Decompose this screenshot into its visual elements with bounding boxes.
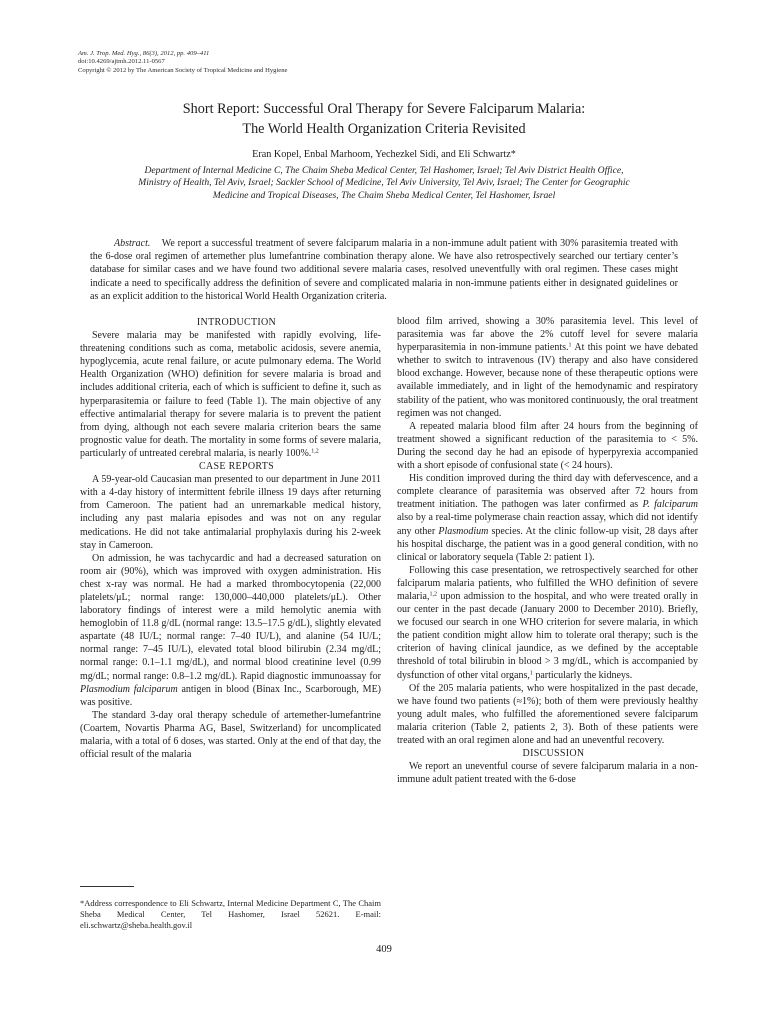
article-title-line-2: The World Health Organization Criteria Revisited [242, 121, 526, 137]
case-paragraph-2: On admission, he was tachycardic and had a decreased saturation on room air (90%), which was improved with oxygen administration. His chest x-ray was normal. He had a marked thrombocytopenia (22,000 platelets/μL; normal range: 130,000–440,000 platelets/μL). Other laboratory findings of interest were a mild hemolytic anemia with hemoglobin of 11.8 g/dL (normal range: 13.5–17.5 g/dL), slightly elevated aspartate (48 IU/L; normal range: 7–40 IU/L), and alanine (54 IU/L; normal range: 7–45 IU/L), elevated total blood bilirubin (2.34 mg/dL; normal range: 0.1–1.1 mg/dL), and normal blood creatinine level (0.99 mg/dL; normal range: 0.8–1.2 mg/dL). Rapid diagnostic immunoassay for Plasmodium falciparum antigen in blood (Binax Inc., Scarborough, ME) was positive. [80, 552, 382, 708]
abstract-label: Abstract. [114, 238, 151, 249]
citation-ref: 1 [568, 342, 572, 349]
affiliation-line-2: Ministry of Health, Tel Aviv, Israel; Sackler School of Medicine, Tel Aviv University, Tel Aviv, Israel; The Center for Geographic [138, 177, 630, 189]
introduction-paragraph: Severe malaria may be manifested with rapidly evolving, life-threatening conditions such as coma, metabolic acidosis, severe anemia, hypoglycemia, acute renal failure, or acute pulmonary edema. The World Health Organization (WHO) definition for severe malaria is broad and includes additional criteria, each of which is sufficient to define it, such as hyperparasitemia or failure to feed (Table 1). The main objective of any effective antimalarial therapy for severe malaria is to prevent the patient from dying, although not each severe malaria criterion bears the same prognostic value for death. The mortality in some forms of severe malaria, particularly of untreated cerebral malaria, is nearly 100%.$^{1,2}$ [80, 330, 381, 459]
genus-name: Plasmodium [438, 525, 489, 537]
species-name: P. falciparum [642, 499, 698, 511]
right-column [397, 315, 698, 786]
journal-citation: Am. J. Trop. Med. Hyg., 86(3), 2012, pp. 409–411 [78, 50, 210, 57]
affiliation-line-3: Medicine and Tropical Diseases, The Chaim Sheba Medical Center, Tel Hashomer, Israel [212, 189, 556, 201]
case-paragraph-8: Of the 205 malaria patients, who were hospitalized in the past decade, we have found two patients (≈1%); both of them were previously healthy young adult males, who fulfilled the aforementioned severe falciparum malaria criterion (Table 2, patients 2, 3). Both of these patients were treated with an oral regimen alone and had an uneventful recovery. [397, 682, 698, 746]
journal-header [78, 50, 398, 75]
affiliation-line-1: Department of Internal Medicine C, The Chaim Sheba Medical Center, Tel Hashomer, Israel; Tel Aviv District Health Office, [144, 165, 624, 176]
footnote-divider [80, 886, 134, 887]
affiliations [80, 165, 688, 202]
correspondence-footnote: *Address correspondence to Eli Schwartz, Internal Medicine Department C, The Chaim Sheba Medical Center, Tel Hashomer, Israel 52621. E-mail: eli.schwartz@sheba.health.gov.il [80, 898, 381, 930]
citation-ref: 1,2 [429, 591, 437, 598]
citation-ref: 1,2 [311, 448, 319, 455]
page-number: 409 [376, 944, 392, 955]
discussion-paragraph: We report an uneventful course of severe falciparum malaria in a non-immune adult patient treated with the 6-dose [397, 761, 698, 786]
case-paragraph-7: Following this case presentation, we retrospectively searched for other falciparum malaria patients, who fulfilled the WHO definition of severe malaria,$^{1,2}$ upon admission to the hospital, and who were treated orally in our center in the past decade (January 2000 to December 2010). Briefly, we focused our search in one WHO criterion for severe malaria, in which the patient condition might allow him to tolerate oral therapy; such is the criterion of having clinical jaundice, as we defined by the acceptable threshold of total bilirubin in blood > 3 mg/dL, which is accompanied by dysfunction of other vital organs,$^1$ particularly the kidneys. [397, 564, 698, 681]
journal-copyright: Copyright © 2012 by The American Society of Tropical Medicine and Hygiene [78, 66, 288, 74]
case-paragraph-4: blood film arrived, showing a 30% parasitemia level. This level of parasitemia was far above the 2% cutoff level for severe malaria hyperparasitemia in non-immune patients.$^1$ At this point we have debated whether to switch to intravenous (IV) therapy and also have considered blood exchange. However, because none of these therapeutic options were available immediately, and in light of the hemodynamic and respiratory stability of the patient, who was monitored continuously, the oral treatment regimen was not changed. [397, 316, 698, 419]
author-list: Eran Kopel, Enbal Marhoom, Yechezkel Sidi, and Eli Schwartz* [252, 149, 516, 160]
article-title [40, 99, 728, 139]
case-reports-heading: CASE REPORTS [199, 461, 274, 473]
article-title-line-1: Short Report: Successful Oral Therapy for Severe Falciparum Malaria: [182, 101, 586, 117]
journal-doi: doi:10.4269/ajtmh.2012.11-0567 [78, 58, 165, 66]
discussion-heading: DISCUSSION [522, 748, 585, 760]
introduction-heading: INTRODUCTION [196, 317, 277, 328]
species-name: Plasmodium falciparum [80, 683, 178, 695]
citation-ref: 1 [529, 669, 533, 676]
case-paragraph-6: His condition improved during the third day with defervescence, and a complete clearance of parasitemia was observed after 72 hours from treatment initiation. The pathogen was later confirmed as P. falciparum also by a real-time polymerase chain reaction assay, which did not identify any other Plasmodium species. At the clinic follow-up visit, 28 days after his hospital discharge, the patient was in a good general condition, with no clinical or laboratory sequela (Table 2: patient 1). [397, 473, 698, 563]
case-paragraph-1: A 59-year-old Caucasian man presented to our department in June 2011 with a 4-day history of intermittent febrile illness 19 days after returning from Cameroon. The patient had an unremarkable medical history, including any past malaria episodes and was not on any regular medications. He did not take antimalarial prophylaxis during his 2-week stay in Cameroon. [80, 474, 381, 551]
case-paragraph-3: The standard 3-day oral therapy schedule of artemether-lumefantrine (Coartem, Novartis Pharma AG, Basel, Switzerland) for uncomplicated malaria, with a total of 6 doses, was started. Only at the end of that day, the official result of the malaria [80, 709, 381, 761]
case-paragraph-5: A repeated malaria blood film after 24 hours from the beginning of treatment showed a significant reduction of the parasitemia to < 5%. During the second day he had an episode of hyperpyrexia accompanied with a short episode of confusional state (< 24 hours). [397, 420, 698, 472]
abstract [90, 237, 678, 303]
abstract-text: We report a successful treatment of severe falciparum malaria in a non-immune adult patient with 30% parasitemia treated with the 6-dose oral regimen of artemether plus lumefantrine combination therapy alone. We have also retrospectively searched our tertiary center’s database for similar cases and we have found two additional severe malaria cases, resolved uneventfully with oral regimen. These cases might indicate a need to specifically address the definition of severe and complicated malaria in non-immune patients either in designated guidelines or as an explicit addition to the historical World Health Organization criteria. [90, 238, 679, 302]
left-column [80, 316, 381, 761]
